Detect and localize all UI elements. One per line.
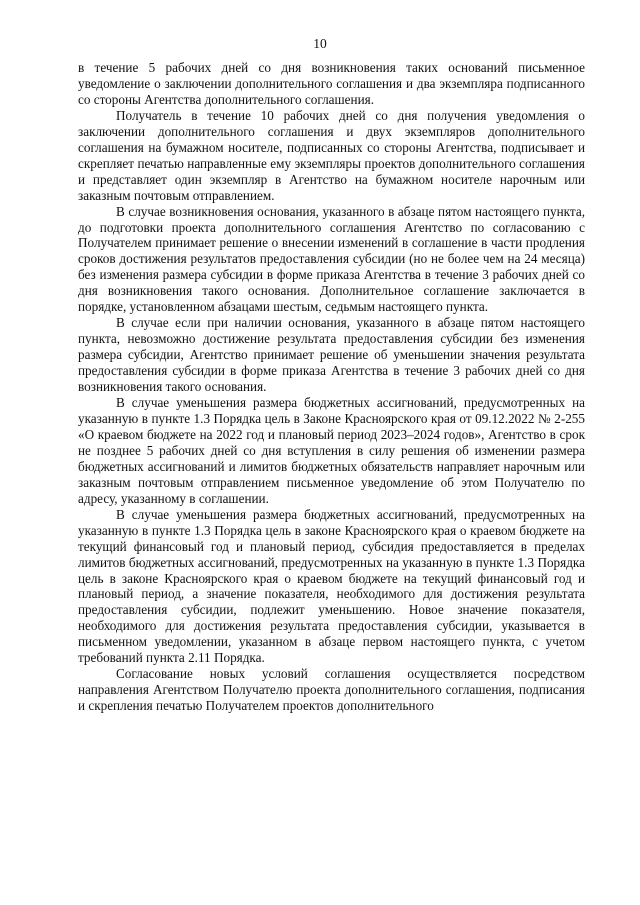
paragraph: Получатель в течение 10 рабочих дней со дня получения уведомления о заключении дополнительного соглашения и двух экземпляров дополнительного соглашения на бумажном носителе, подписанных со стороны Агентства, подписывает и скрепляет печатью направленные ему экземпляры проектов дополнительного соглашения и представляет один экземпляр в Агентство на бумажном носителе нарочным или заказным почтовым отправлением. (78, 107, 585, 203)
paragraph: Согласование новых условий соглашения осуществляется посредством направления Агентством Получателю проекта дополнительного соглашения, подписания и скрепления печатью Получателем проектов дополнительного (78, 666, 585, 714)
paragraph: В случае уменьшения размера бюджетных ассигнований, предусмотренных на указанную в пункте 1.3 Порядка цель в Законе Красноярского края от 09.12.2022 № 2-255 «О краевом бюджете на 2022 год и плановый период 2023–2024 годов», Агентство в срок не позднее 5 рабочих дней со дня вступления в силу решения об изменении размера бюджетных ассигнований и лимитов бюджетных обязательств направляет нарочным или заказным почтовым отправлением письменное уведомление об этом Получателю по адресу, указанному в соглашении. (78, 395, 585, 506)
page-number: 10 (313, 36, 327, 51)
paragraph: В случае если при наличии основания, указанного в абзаце пятом настоящего пункта, невозможно достижение результата предоставления субсидии без изменения размера субсидии, Агентство принимает решение об уменьшении значения результата предоставления субсидии в форме приказа Агентства в течение 3 рабочих дней со дня возникновения такого основания. (78, 315, 585, 395)
paragraph: В случае возникновения основания, указанного в абзаце пятом настоящего пункта, до подготовки проекта дополнительного соглашения Агентство по согласованию с Получателем принимает решение о внесении изменений в соглашение в части продления сроков достижения результатов предоставления субсидии (но не более чем на 24 месяца) без изменения размера субсидии в форме приказа Агентства в течение 3 рабочих дней со дня возникновения такого основания. Дополнительное соглашение заключается в порядке, установленном абзацами шестым, седьмым настоящего пункта. (78, 203, 585, 315)
document-body (78, 60, 585, 714)
paragraph-continuation: в течение 5 рабочих дней со дня возникновения таких оснований письменное уведомление о заключении дополнительного соглашения и два экземпляра подписанного со стороны Агентства дополнительного соглашения. (78, 60, 585, 107)
paragraph: В случае уменьшения размера бюджетных ассигнований, предусмотренных на указанную в пункте 1.3 Порядка цель в законе Красноярского края о краевом бюджете на текущий финансовый год и плановый период, субсидия предоставляется в пределах лимитов бюджетных ассигнований, предусмотренных на указанную в пункте 1.3 Порядка цель в законе Красноярского края о краевом бюджете на текущий финансовый год и плановый период, а значение показателя, необходимого для достижения результата предоставления субсидии, подлежит уменьшению. Новое значение показателя, необходимого для достижения результата предоставления субсидии, указывается в письменном уведомлении, указанном в абзаце первом настоящего пункта, с учетом требований пункта 2.11 Порядка. (78, 506, 585, 666)
